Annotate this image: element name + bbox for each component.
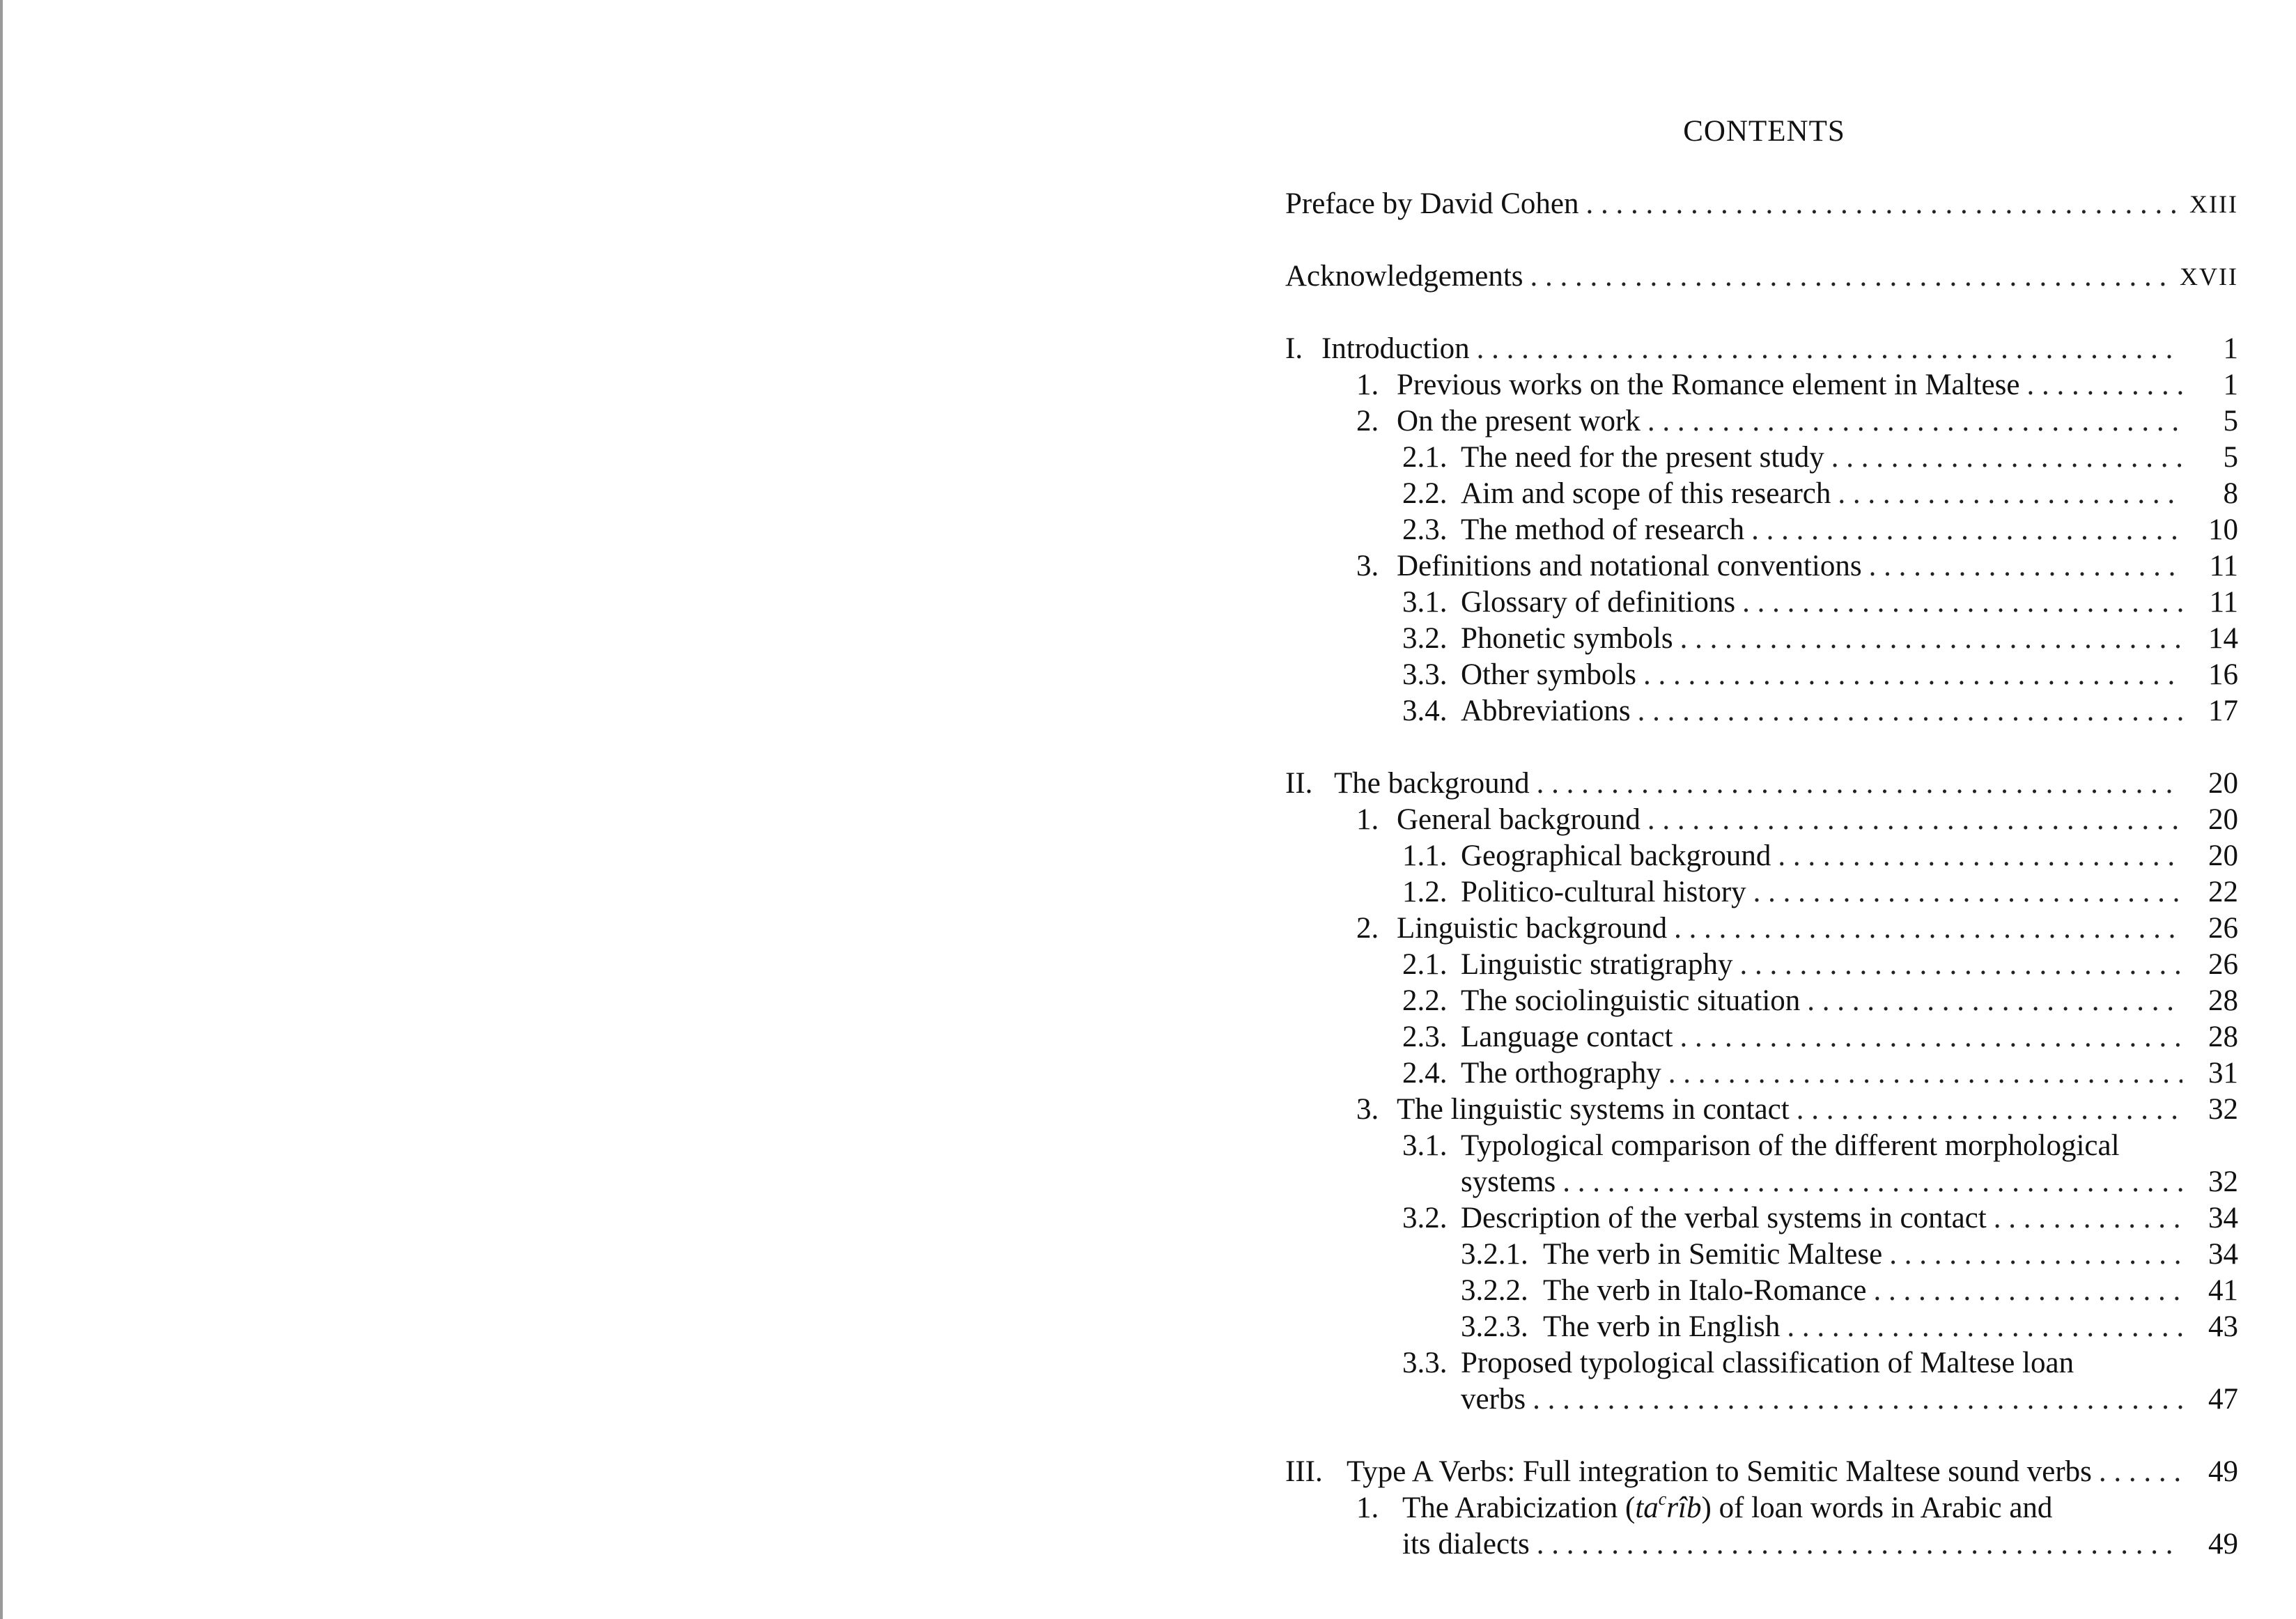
section-number: 2. — [1356, 405, 1379, 437]
section-label-line1: The Arabicization $(ta^crîb)$ of loan words in Arabic and — [1402, 1489, 2053, 1524]
toc-entry-page: 34 — [2182, 1200, 2238, 1237]
leader-dots — [1647, 802, 2194, 838]
leader-dots — [1751, 512, 2194, 548]
subsection-number: 3.2. — [1402, 1202, 1448, 1234]
chapter-label: Introduction — [1321, 331, 1477, 367]
section-label: Definitions and notational conventions — [1397, 548, 1869, 584]
leader-dots — [1680, 621, 2194, 657]
subsection-number: 2.3. — [1402, 1021, 1448, 1053]
section-number: 2. — [1356, 912, 1379, 945]
toc-subsection — [1285, 657, 2247, 693]
subsection-number: 2.2. — [1402, 984, 1448, 1017]
toc-entry-page: 22 — [2182, 874, 2238, 911]
toc-chapter-introduction — [1285, 331, 2247, 367]
subsection-label-line1: Typological comparison of the different morphological — [1461, 1129, 2120, 1162]
toc-entry-page: 16 — [2182, 657, 2238, 693]
toc-entry-page: 11 — [2182, 584, 2238, 621]
section-label: Previous works on the Romance element in Maltese — [1397, 367, 2026, 403]
toc-section — [1285, 911, 2247, 947]
leader-dots — [1674, 911, 2194, 947]
toc-entry-label: Acknowledgements — [1285, 258, 1530, 295]
toc-section-continuation — [1285, 1526, 2247, 1563]
subsection-number: 2.4. — [1402, 1057, 1448, 1090]
leader-dots — [1533, 1381, 2194, 1418]
toc-entry-page: 14 — [2182, 621, 2238, 657]
section-label-line2: its dialects — [1402, 1526, 1537, 1563]
subsubsection-number: 3.2.2. — [1461, 1274, 1528, 1307]
section-label: Linguistic background — [1397, 911, 1674, 947]
toc-entry-page: 47 — [2182, 1381, 2238, 1418]
section-label: General background — [1397, 802, 1647, 838]
subsection-label-line1: Proposed typological classification of Maltese loan — [1461, 1347, 2074, 1379]
toc-section — [1285, 802, 2247, 838]
leader-dots — [1537, 766, 2194, 802]
toc-chapter-type-a-verbs — [1285, 1454, 2247, 1490]
subsection-label-line2: verbs — [1461, 1381, 1533, 1418]
subsection-label: Description of the verbal systems in contact — [1461, 1200, 1994, 1237]
page-title: CONTENTS — [1683, 115, 1845, 148]
toc-entry-page: 20 — [2182, 838, 2238, 874]
subsection-label: Politico-cultural history — [1461, 874, 1753, 911]
leader-dots — [1477, 331, 2194, 367]
toc-entry-page: 17 — [2182, 693, 2238, 729]
leader-dots — [1668, 1055, 2194, 1092]
toc-subsubsection — [1285, 1309, 2247, 1345]
subsubsection-label: The verb in Italo-Romance — [1543, 1273, 1873, 1309]
leader-dots — [1643, 657, 2194, 693]
leader-dots — [1869, 548, 2194, 584]
subsection-label: Other symbols — [1461, 657, 1643, 693]
contents-page — [1285, 104, 2247, 1602]
leader-dots — [1778, 838, 2194, 874]
chapter-number: III. — [1285, 1455, 1323, 1488]
subsubsection-label: The verb in Semitic Maltese — [1543, 1237, 1889, 1273]
leader-dots — [1586, 186, 2181, 222]
leader-dots — [1838, 476, 2194, 512]
toc-entry-page: 31 — [2182, 1055, 2238, 1092]
toc-entry-page: 10 — [2182, 512, 2238, 548]
toc-section — [1285, 1490, 2247, 1526]
section-label: On the present work — [1397, 403, 1647, 440]
subsubsection-label: The verb in English — [1543, 1309, 1787, 1345]
leader-dots — [1873, 1273, 2194, 1309]
toc-entry-acknowledgements — [1285, 258, 2247, 295]
subsection-label: The need for the present study — [1461, 440, 1831, 476]
toc-subsection — [1285, 874, 2247, 911]
subsection-label: Language contact — [1461, 1019, 1680, 1055]
toc-entry-page: 49 — [2182, 1526, 2238, 1563]
leader-dots — [1753, 874, 2194, 911]
toc-entry-page: 26 — [2182, 947, 2238, 983]
toc-subsection — [1285, 947, 2247, 983]
toc-entry-page: XIII — [2182, 186, 2238, 222]
subsection-label: Phonetic symbols — [1461, 621, 1680, 657]
toc-entry-page: 32 — [2182, 1092, 2238, 1128]
toc-entry-page: XVII — [2173, 258, 2238, 295]
leader-dots — [1562, 1164, 2194, 1200]
leader-dots — [1530, 258, 2180, 295]
leader-dots — [1889, 1237, 2194, 1273]
toc-subsection — [1285, 1055, 2247, 1092]
page-left-edge — [0, 0, 3, 1619]
toc-subsection — [1285, 983, 2247, 1019]
toc-subsection — [1285, 440, 2247, 476]
toc-subsection — [1285, 1345, 2247, 1381]
toc-subsection — [1285, 584, 2247, 621]
section-number: 1. — [1356, 369, 1379, 401]
leader-dots — [2026, 367, 2194, 403]
toc-subsection — [1285, 838, 2247, 874]
leader-dots — [1537, 1526, 2194, 1563]
leader-dots — [1807, 983, 2194, 1019]
subsection-label: The sociolinguistic situation — [1461, 983, 1807, 1019]
toc-subsection — [1285, 693, 2247, 729]
subsection-label: Aim and scope of this research — [1461, 476, 1838, 512]
toc-entry-page: 41 — [2182, 1273, 2238, 1309]
arabic-term: $ta^crîb$ — [1635, 1489, 1702, 1524]
toc-subsection-continuation — [1285, 1381, 2247, 1418]
toc-entry-page: 11 — [2182, 548, 2238, 584]
subsection-label: The orthography — [1461, 1055, 1668, 1092]
section-label: The linguistic systems in contact — [1397, 1092, 1797, 1128]
toc-subsection — [1285, 476, 2247, 512]
section-number: 1. — [1356, 803, 1379, 836]
toc-section — [1285, 367, 2247, 403]
toc-section — [1285, 548, 2247, 584]
toc-entry-page: 5 — [2182, 440, 2238, 476]
section-number: 3. — [1356, 550, 1379, 582]
leader-dots — [1680, 1019, 2194, 1055]
chapter-label: Type A Verbs: Full integration to Semitic Maltese sound verbs — [1347, 1454, 2099, 1490]
chapter-number: II. — [1285, 767, 1313, 800]
toc-entry-page: 28 — [2182, 983, 2238, 1019]
chapter-number: I. — [1285, 332, 1303, 365]
toc-section — [1285, 1092, 2247, 1128]
toc-entry-page: 1 — [2182, 331, 2238, 367]
toc-subsubsection — [1285, 1273, 2247, 1309]
subsection-number: 3.1. — [1402, 586, 1448, 619]
toc-subsection — [1285, 621, 2247, 657]
toc-chapter-background — [1285, 766, 2247, 802]
toc-entry-preface — [1285, 186, 2247, 222]
subsection-number: 3.3. — [1402, 658, 1448, 691]
subsection-number: 2.2. — [1402, 477, 1448, 510]
leader-dots — [1742, 584, 2194, 621]
leader-dots — [2099, 1454, 2194, 1490]
toc-entry-page: 28 — [2182, 1019, 2238, 1055]
toc-entry-page: 20 — [2182, 766, 2238, 802]
subsection-label: Linguistic stratigraphy — [1461, 947, 1740, 983]
toc-section — [1285, 403, 2247, 440]
toc-subsection — [1285, 512, 2247, 548]
leader-dots — [1638, 693, 2194, 729]
toc-entry-page: 1 — [2182, 367, 2238, 403]
subsubsection-number: 3.2.3. — [1461, 1310, 1528, 1343]
subsection-number: 3.3. — [1402, 1347, 1448, 1379]
toc-entry-page: 5 — [2182, 403, 2238, 440]
toc-entry-page: 20 — [2182, 802, 2238, 838]
leader-dots — [1831, 440, 2194, 476]
toc-entry-page: 8 — [2182, 476, 2238, 512]
toc-entry-page: 26 — [2182, 911, 2238, 947]
toc-subsection — [1285, 1128, 2247, 1164]
leader-dots — [1994, 1200, 2194, 1237]
subsection-label: The method of research — [1461, 512, 1751, 548]
subsection-label: Glossary of definitions — [1461, 584, 1742, 621]
subsection-label-line2: systems — [1461, 1164, 1562, 1200]
toc-entry-page: 32 — [2182, 1164, 2238, 1200]
subsubsection-number: 3.2.1. — [1461, 1238, 1528, 1271]
toc-subsubsection — [1285, 1237, 2247, 1273]
toc-subsection — [1285, 1200, 2247, 1237]
toc-subsection — [1285, 1019, 2247, 1055]
toc-entry-page: 49 — [2182, 1454, 2238, 1490]
toc-subsection-continuation — [1285, 1164, 2247, 1200]
subsection-label: Geographical background — [1461, 838, 1778, 874]
toc-entry-page: 34 — [2182, 1237, 2238, 1273]
toc-entry-page: 43 — [2182, 1309, 2238, 1345]
toc-entry-label: Preface by David Cohen — [1285, 186, 1586, 222]
table-of-contents — [1285, 186, 2247, 1563]
subsection-number: 2.1. — [1402, 441, 1448, 474]
leader-dots — [1647, 403, 2194, 440]
subsection-number: 1.2. — [1402, 876, 1448, 908]
leader-dots — [1797, 1092, 2194, 1128]
subsection-number: 3.4. — [1402, 695, 1448, 727]
subsection-number: 3.1. — [1402, 1129, 1448, 1162]
section-number: 3. — [1356, 1093, 1379, 1126]
subsection-number: 2.1. — [1402, 948, 1448, 981]
subsection-label: Abbreviations — [1461, 693, 1638, 729]
section-number: 1. — [1356, 1492, 1379, 1524]
subsection-number: 3.2. — [1402, 622, 1448, 655]
subsection-number: 1.1. — [1402, 839, 1448, 872]
chapter-label: The background — [1334, 766, 1537, 802]
leader-dots — [1740, 947, 2194, 983]
subsection-number: 2.3. — [1402, 513, 1448, 546]
leader-dots — [1787, 1309, 2194, 1345]
